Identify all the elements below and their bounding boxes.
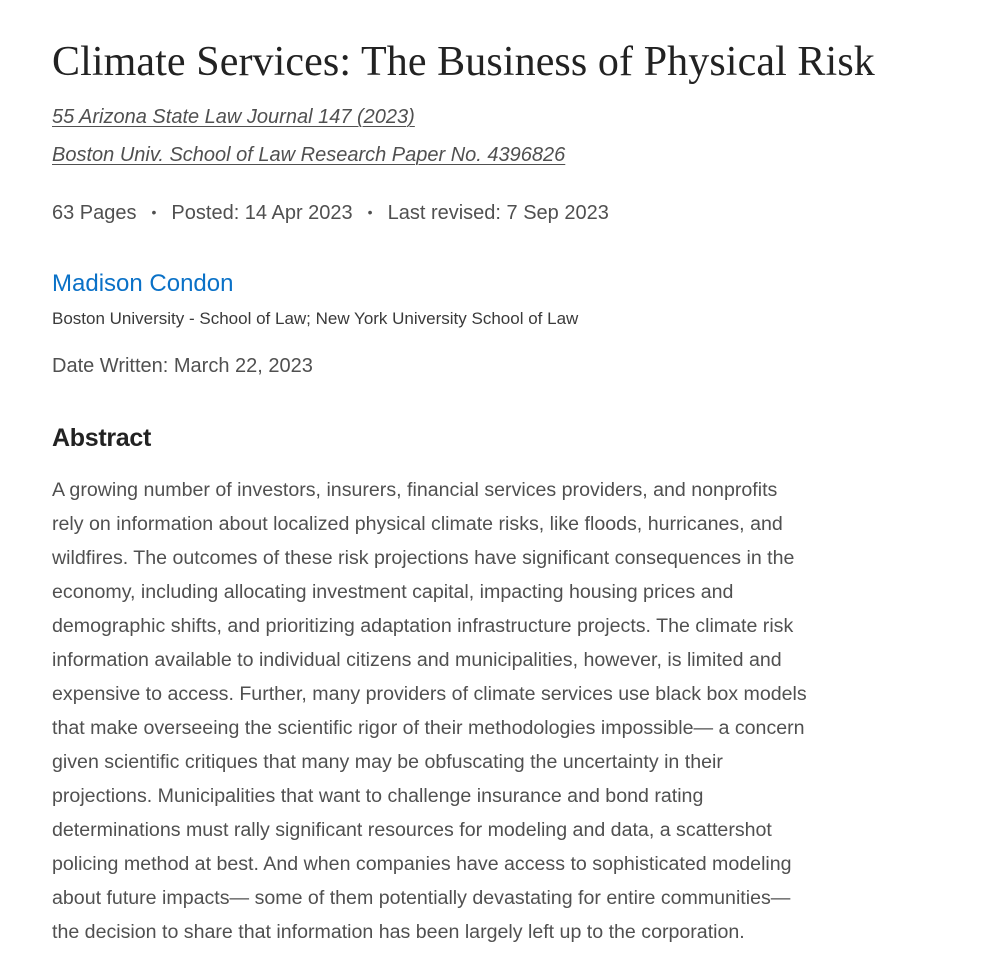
page-count: 63 Pages [52,202,137,224]
abstract-line: the decision to share that information has been largely left up to the corporation. [52,921,745,943]
citation-research-paper-link[interactable]: Boston Univ. School of Law Research Paper No. 4396826 [52,144,566,166]
abstract-line: wildfires. The outcomes of these risk projections have significant consequences in the [52,547,795,569]
abstract-line: A growing number of investors, insurers, financial services providers, and nonprofits [52,479,778,501]
citation-journal-link[interactable]: 55 Arizona State Law Journal 147 (2023) [52,106,415,128]
abstract-line: policing method at best. And when companies have access to sophisticated modeling [52,853,792,875]
last-revised-date: Last revised: 7 Sep 2023 [387,202,609,224]
paper-title: Climate Services: The Business of Physical Risk [52,39,875,85]
abstract-line: that make overseeing the scientific rigor of their methodologies impossible— a concern [52,717,805,739]
abstract-line: demographic shifts, and prioritizing adaptation infrastructure projects. The climate risk [52,615,794,637]
author-link[interactable]: Madison Condon [52,270,234,297]
abstract-line: rely on information about localized physical climate risks, like floods, hurricanes, and [52,513,783,535]
abstract-line: expensive to access. Further, many providers of climate services use black box models [52,683,807,705]
author-affiliation: Boston University - School of Law; New York University School of Law [52,309,579,328]
separator-dot: • [367,204,373,220]
abstract-heading: Abstract [52,424,152,452]
abstract-line: information available to individual citizens and municipalities, however, is limited and [52,649,782,671]
abstract-line: about future impacts— some of them potentially devastating for entire communities— [52,887,791,909]
posted-date: Posted: 14 Apr 2023 [171,202,353,224]
abstract-line: projections. Municipalities that want to challenge insurance and bond rating [52,785,704,807]
separator-dot: • [151,204,157,220]
abstract-line: determinations must rally significant resources for modeling and data, a scattershot [52,819,772,841]
abstract-line: given scientific critiques that many may be obfuscating the uncertainty in their [52,751,723,773]
abstract-line: economy, including allocating investment capital, impacting housing prices and [52,581,734,603]
abstract-text [52,473,952,949]
date-written: Date Written: March 22, 2023 [52,355,313,377]
paper-meta [52,202,609,225]
